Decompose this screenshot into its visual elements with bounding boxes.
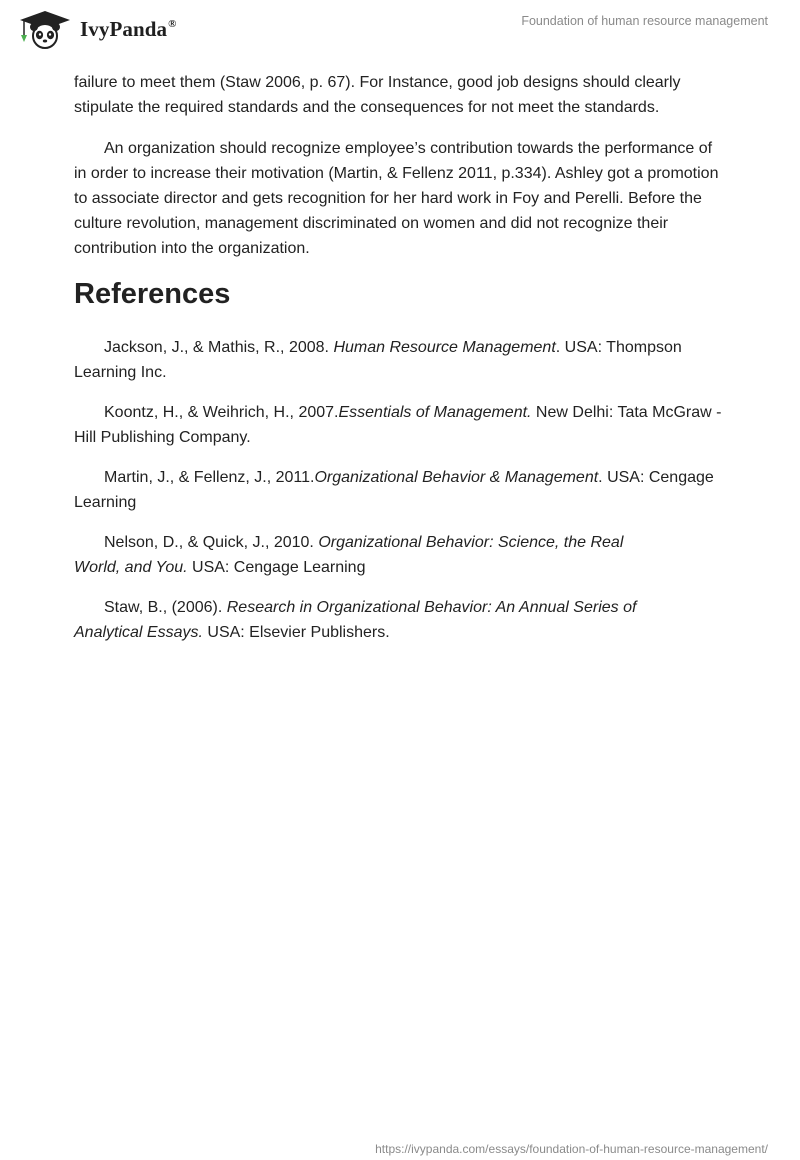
source-url[interactable]: https://ivypanda.com/essays/foundation-of-human-resource-management/: [375, 1142, 768, 1156]
page-header: [0, 0, 800, 64]
reference-item: Martin, J., & Fellenz, J., 2011.Organizational Behavior & Management. USA: Cengage Learning: [74, 469, 714, 511]
reference-item: Staw, B., (2006). Research in Organizational Behavior: An Annual Series of Analytical Essays. USA: Elsevier Publishers.: [74, 599, 637, 641]
document-title: Foundation of human resource management: [521, 14, 768, 28]
brand-name: IvyPanda®: [80, 16, 177, 41]
references-heading: References: [74, 278, 231, 310]
body-paragraph: failure to meet them (Staw 2006, p. 67). For Instance, good job designs should clearly stipulate the required standards and the consequences for not meet the standards.: [74, 74, 681, 116]
document-body: [74, 70, 726, 660]
reference-item: Nelson, D., & Quick, J., 2010. Organizational Behavior: Science, the Real World, and You. USA: Cengage Learning: [74, 534, 624, 576]
panda-graduation-cap-icon: [14, 8, 76, 50]
reference-item: Koontz, H., & Weihrich, H., 2007.Essentials of Management. New Delhi: Tata McGraw - Hill Publishing Company.: [74, 404, 722, 446]
body-paragraph: An organization should recognize employee’s contribution towards the performance of in order to increase their motivation (Martin, & Fellenz 2011, p.334). Ashley got a promotion to associate director and gets recognition for her hard work in Foy and Perelli. Before the culture revolution, management discriminated on women and did not recognize their contribution into the organization.: [74, 140, 719, 257]
ivypanda-logo[interactable]: [14, 8, 177, 50]
reference-item: Jackson, J., & Mathis, R., 2008. Human Resource Management. USA: Thompson Learning Inc.: [74, 339, 682, 381]
